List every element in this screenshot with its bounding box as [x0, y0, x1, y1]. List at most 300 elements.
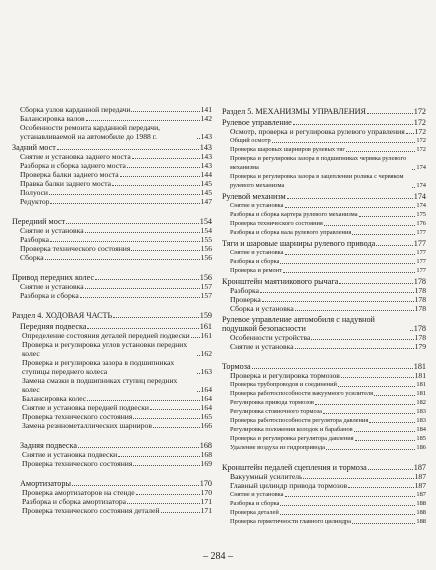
toc-entry-title: Проверка деталей [230, 509, 279, 516]
toc-entry-page: 141 [200, 105, 212, 114]
toc-entry-title: Полуоси [20, 188, 48, 197]
toc-entry-title: Привод передних колес [12, 273, 95, 282]
toc-entry-title: Передний мост [12, 217, 66, 226]
toc-entry-title: Сборка и установка [230, 304, 294, 313]
toc-entry-page: 178 [414, 286, 426, 295]
toc-entry-title: Разборка и сборка амортизатора [22, 497, 127, 506]
toc-entry [12, 253, 212, 262]
toc-entry-title: Проверка и регулировка тормозов [230, 371, 340, 380]
toc-entry-page: 170 [199, 479, 212, 488]
toc-entry-title: Проверка шаровых шарниров рулевых тяг [230, 146, 345, 153]
toc-entry-page: 145 [200, 179, 212, 188]
toc-leader-dots [85, 226, 200, 233]
toc-entry [222, 248, 426, 257]
toc-entry-title: Проверка технического состояния [22, 459, 133, 468]
toc-leader-dots [80, 291, 200, 298]
toc-entry-title: Передняя подвеска [20, 322, 87, 331]
toc-leader-dots [352, 228, 415, 235]
toc-entry-title: Особенности ремонта карданной передачи, устанавливаемой на автомобиле до 1988 г. [20, 123, 161, 141]
toc-entry-title: Сборка узлов карданной передачи [20, 105, 131, 114]
toc-leader-dots [85, 282, 200, 289]
toc-leader-dots [262, 295, 414, 302]
toc-entry-page: 177 [416, 267, 426, 274]
toc-entry-page: 183 [416, 408, 426, 415]
toc-entry-page: 174 [413, 192, 426, 201]
toc-entry [222, 517, 426, 526]
toc-entry-title: Особенности устройства [230, 333, 311, 342]
toc-leader-dots [45, 253, 200, 260]
toc-leader-dots [326, 443, 415, 450]
toc-entry [12, 450, 212, 459]
toc-entry-title: Регулировка стояночного тормоза [230, 408, 322, 415]
toc-entry [222, 371, 426, 380]
toc-entry-page: 183 [416, 417, 426, 424]
toc-entry-page: 178 [413, 324, 426, 333]
toc-gap [222, 452, 426, 461]
toc-leader-dots [272, 136, 416, 143]
toc-leader-dots [341, 371, 414, 378]
toc-entry-page: 168 [200, 450, 212, 459]
toc-entry-title: Разборка и сборка [230, 258, 280, 265]
toc-entry [12, 226, 212, 235]
toc-entry [222, 172, 426, 190]
toc-entry [12, 235, 212, 244]
toc-right-column [222, 105, 426, 526]
toc-entry-page: 172 [414, 127, 426, 136]
toc-leader-dots [369, 416, 415, 423]
toc-leader-dots [338, 380, 415, 387]
toc-entry-title: Задний мост [12, 143, 56, 152]
toc-entry-title: Главный цилиндр привода тормозов [230, 481, 348, 490]
toc-entry [12, 152, 212, 161]
toc-entry-page: 144 [200, 170, 212, 179]
toc-entry [222, 304, 426, 313]
toc-entry-page: 143 [200, 132, 212, 141]
toc-leader-dots [150, 403, 200, 410]
toc-entry-page: 154 [199, 217, 212, 226]
toc-entry-page: 177 [416, 229, 426, 236]
toc-entry-title: Проверка работоспособности вакуумного усилителя [230, 390, 374, 397]
toc-entry-title: Разборка [230, 286, 259, 295]
toc-leader-dots [133, 459, 199, 466]
toc-entry-title: Вакуумный усилитель [230, 472, 303, 481]
toc-heading [12, 273, 212, 282]
toc-entry-page: 154 [200, 226, 212, 235]
toc-entry-page: 157 [200, 282, 212, 291]
toc-entry-page: 187 [416, 491, 426, 498]
toc-entry [222, 333, 426, 342]
toc-entry-page: 164 [200, 385, 212, 394]
toc-leader-dots [132, 152, 200, 159]
toc-entry-page: 143 [199, 143, 212, 152]
toc-entry [222, 380, 426, 389]
toc-entry-page: 188 [416, 500, 426, 507]
toc-entry-page: 181 [416, 381, 426, 388]
toc-entry [222, 481, 426, 490]
toc-entry-title: Раздел 5. МЕХАНИЗМЫ УПРАВЛЕНИЯ [222, 107, 367, 116]
toc-entry-page: 165 [200, 412, 212, 421]
toc-entry-title: Разборка и сборка картера рулевого механизма [230, 211, 358, 218]
toc-entry [222, 145, 426, 154]
toc-leader-dots [285, 490, 416, 497]
toc-entry [222, 398, 426, 407]
toc-entry-title: Проверка технического состояния [22, 412, 133, 421]
toc-entry-title: Тормоза [222, 362, 251, 371]
toc-entry [12, 412, 212, 421]
toc-leader-dots [191, 331, 200, 338]
toc-leader-dots [197, 349, 200, 356]
toc-entry-title: Снятие и установка [230, 342, 294, 351]
toc-entry-page: 171 [200, 506, 212, 515]
toc-gap [12, 300, 212, 309]
toc-entry-title: Регулировка привода тормозов [230, 399, 314, 406]
toc-entry [222, 266, 426, 275]
toc-entry-page: 155 [200, 235, 212, 244]
toc-heading [222, 239, 426, 248]
toc-entry-title: Снятие и установка заднего моста [20, 152, 131, 161]
toc-entry-title: Сборка [20, 253, 44, 262]
toc-entry-page: 181 [416, 390, 426, 397]
toc-entry [12, 161, 212, 170]
toc-leader-dots [197, 367, 200, 374]
toc-entry-page: 181 [413, 362, 426, 371]
toc-entry-page: 162 [200, 349, 212, 358]
toc-leader-dots [315, 398, 415, 405]
toc-entry-page: 159 [199, 311, 212, 320]
toc-entry-page: 176 [416, 220, 426, 227]
toc-entry-page: 156 [200, 253, 212, 262]
toc-entry-page: 184 [416, 426, 426, 433]
toc-entry [222, 407, 426, 416]
toc-entry [12, 114, 212, 123]
toc-entry-title: Замена смазки в подшипниках ступиц передних колес [22, 376, 178, 394]
toc-entry [222, 219, 426, 228]
toc-entry [222, 472, 426, 481]
toc-entry [222, 154, 426, 172]
toc-entry [222, 210, 426, 219]
toc-leader-dots [78, 441, 199, 448]
toc-left-column [12, 105, 212, 515]
toc-entry [12, 291, 212, 300]
toc-gap [12, 468, 212, 477]
toc-leader-dots [324, 219, 416, 226]
toc-entry [12, 506, 212, 515]
toc-entry-title: Правка балки заднего моста [20, 179, 112, 188]
toc-entry-title: Регулировка положения колодок и барабанов [230, 426, 353, 433]
toc-entry [12, 188, 212, 197]
toc-entry-page: 163 [200, 367, 212, 376]
toc-leader-dots [295, 304, 414, 311]
toc-entry-page: 179 [414, 342, 426, 351]
toc-entry-page: 143 [200, 152, 212, 161]
toc-entry [222, 257, 426, 266]
toc-entry-title: Разборка и сборка [20, 291, 79, 300]
toc-entry-title: Проверка [230, 295, 261, 304]
toc-entry-title: Снятие и установка передней подвески [22, 403, 149, 412]
toc-entry [12, 403, 212, 412]
toc-entry-title: Рулевое управление автомобиля с надувной подушкой безопасности [222, 315, 375, 333]
toc-leader-dots [367, 107, 413, 114]
toc-entry-page: 178 [414, 295, 426, 304]
toc-entry-title: Кронштейн маятникового рычага [222, 277, 339, 286]
toc-entry [222, 508, 426, 517]
toc-leader-dots [311, 333, 413, 340]
toc-leader-dots [57, 143, 199, 150]
toc-gap [12, 430, 212, 439]
toc-entry-title: Разборка и сборка заднего моста [20, 161, 126, 170]
toc-gap [12, 206, 212, 215]
toc-entry-title: Разборка и сборка [230, 500, 280, 507]
toc-entry-page: 182 [416, 399, 426, 406]
toc-heading [12, 441, 212, 450]
toc-entry-title: Раздел 4. ХОДОВАЯ ЧАСТЬ [12, 311, 113, 320]
toc-heading [222, 277, 426, 286]
toc-entry-page: 172 [413, 107, 426, 116]
toc-leader-dots [323, 407, 415, 414]
toc-heading [12, 143, 212, 152]
toc-entry-page: 188 [416, 518, 426, 525]
toc-entry-page: 168 [199, 441, 212, 450]
toc-entry-title: Балансировка валов [20, 114, 85, 123]
toc-leader-dots [133, 412, 199, 419]
toc-heading [222, 463, 426, 472]
toc-leader-dots [66, 217, 199, 224]
toc-entry-page: 186 [416, 444, 426, 451]
toc-entry-title: Проверка и регулировка зазора в зацеплении ролика с червяком рулевого механизма [230, 173, 404, 189]
toc-entry-title: Разборка и сборка вала рулевого управления [230, 229, 352, 236]
toc-leader-dots [412, 163, 415, 170]
toc-entry-title: Снятие и установка [230, 249, 284, 256]
toc-leader-dots [136, 488, 200, 495]
toc-entry-title: Проверка трубопроводов и соединений [230, 381, 337, 388]
toc-entry [12, 488, 212, 497]
toc-entry [12, 331, 212, 340]
toc-entry-page: 174 [416, 164, 426, 171]
toc-leader-dots [113, 311, 198, 318]
toc-entry-page: 161 [199, 322, 212, 331]
toc-entry-page: 161 [200, 331, 212, 340]
toc-entry-title: Проверка технического состояния [230, 220, 323, 227]
toc-entry-title: Снятие и установка [20, 282, 84, 291]
toc-entry [222, 286, 426, 295]
toc-entry-title: Кронштейн педалей сцепления и тормоза [222, 463, 367, 472]
toc-entry [12, 340, 212, 358]
toc-leader-dots [87, 322, 198, 329]
toc-entry-page: 187 [414, 481, 426, 490]
toc-entry-title: Проверка и ремонт [230, 267, 282, 274]
toc-leader-dots [50, 235, 200, 242]
toc-leader-dots [355, 434, 416, 441]
toc-entry [12, 170, 212, 179]
toc-entry [12, 394, 212, 403]
toc-leader-dots [280, 499, 415, 506]
toc-entry-page: 145 [200, 188, 212, 197]
toc-entry [222, 443, 426, 452]
toc-entry-title: Проверка амортизаторов на стенде [22, 488, 135, 497]
toc-entry-title: Снятие и установка [230, 491, 284, 498]
toc-entry-page: 157 [200, 291, 212, 300]
toc-entry [12, 123, 212, 141]
toc-heading [12, 217, 212, 226]
toc-entry [222, 425, 426, 434]
toc-entry-page: 181 [414, 371, 426, 380]
toc-leader-dots [131, 105, 199, 112]
toc-entry-title: Проверка балки заднего моста [20, 170, 119, 179]
toc-entry-title: Снятие и установка подвески [22, 450, 118, 459]
toc-entry-page: 156 [200, 244, 212, 253]
toc-entry-page: 188 [416, 509, 426, 516]
toc-entry-page: 187 [414, 472, 426, 481]
toc-heading [222, 192, 426, 201]
toc-entry [222, 342, 426, 351]
toc-entry [12, 376, 212, 394]
toc-entry-title: Проверка герметичности главного цилиндра [230, 518, 352, 525]
toc-entry [12, 421, 212, 430]
toc-entry-page: 169 [200, 459, 212, 468]
toc-entry-page: 177 [416, 258, 426, 265]
toc-entry-title: Проверка и регулировка зазора в подшипниках ступицы переднего колеса [22, 358, 175, 376]
toc-entry-page: 156 [199, 273, 212, 282]
toc-entry [222, 228, 426, 237]
toc-entry-title: Амортизаторы [20, 479, 71, 488]
toc-leader-dots [410, 324, 413, 331]
toc-heading [12, 479, 212, 488]
toc-entry-page: 172 [413, 118, 426, 127]
toc-leader-dots [354, 425, 416, 432]
toc-leader-dots [352, 517, 415, 524]
toc-gap [222, 351, 426, 360]
toc-leader-dots [112, 179, 200, 186]
toc-entry-title: Редуктор [20, 197, 50, 206]
toc-entry-page: 170 [200, 488, 212, 497]
toc-entry-title: Задняя подвеска [20, 441, 78, 450]
toc-entry-title: Балансировка колес [22, 394, 87, 403]
toc-leader-dots [49, 188, 200, 195]
toc-leader-dots [295, 342, 414, 349]
toc-leader-dots [376, 239, 412, 246]
toc-entry-page: 177 [416, 249, 426, 256]
toc-leader-dots [127, 161, 200, 168]
toc-leader-dots [287, 192, 413, 199]
toc-leader-dots [280, 257, 415, 264]
toc-leader-dots [161, 506, 200, 513]
toc-leader-dots [346, 145, 415, 152]
toc-leader-dots [359, 210, 416, 217]
toc-entry-title: Проверка и регулировка зазора в подшипниках червяка рулевого механизма [230, 155, 407, 171]
toc-entry [12, 459, 212, 468]
toc-entry-page: 178 [414, 333, 426, 342]
toc-entry-title: Проверка и регулировка регулятора давления [230, 435, 354, 442]
toc-entry-page: 171 [200, 497, 212, 506]
toc-leader-dots [131, 244, 199, 251]
toc-leader-dots [252, 362, 413, 369]
toc-entry [12, 497, 212, 506]
toc-entry-title: Общий осмотр [230, 137, 271, 144]
toc-entry-title: Тяги и шаровые шарниры рулевого привода [222, 239, 376, 248]
toc-entry-page: 164 [200, 403, 212, 412]
toc-entry [12, 282, 212, 291]
toc-entry-page: 174 [416, 202, 426, 209]
toc-entry [222, 499, 426, 508]
toc-leader-dots [339, 277, 412, 284]
toc-entry-page: 147 [200, 197, 212, 206]
toc-entry-page: 187 [413, 463, 426, 472]
toc-entry [222, 389, 426, 398]
toc-entry-page: 172 [416, 146, 426, 153]
toc-entry-title: Снятие и установка [230, 202, 284, 209]
toc-entry-title: Рулевое управление [222, 118, 292, 127]
toc-entry-page: 142 [200, 114, 212, 123]
toc-leader-dots [285, 248, 416, 255]
toc-entry [12, 244, 212, 253]
toc-leader-dots [120, 170, 200, 177]
toc-heading [12, 322, 212, 331]
toc-entry-title: Проверка работоспособности регулятора давления [230, 417, 369, 424]
toc-leader-dots [374, 389, 415, 396]
toc-entry-page: 164 [200, 394, 212, 403]
toc-leader-dots [87, 394, 199, 401]
toc-entry [222, 127, 426, 136]
toc-leader-dots [368, 463, 413, 470]
toc-leader-dots [118, 450, 199, 457]
toc-leader-dots [50, 197, 199, 204]
toc-entry [12, 179, 212, 188]
toc-entry-title: Удаление воздуха из гидропривода [230, 444, 325, 451]
toc-entry [222, 295, 426, 304]
toc-heading [222, 362, 426, 371]
toc-heading [222, 118, 426, 127]
toc-entry-title: Проверка технического состояния деталей [22, 506, 160, 515]
toc-entry-page: 166 [200, 421, 212, 430]
toc-entry-page: 178 [413, 277, 426, 286]
toc-entry-title: Рулевой механизм [222, 192, 286, 201]
toc-entry-page: 174 [416, 182, 426, 189]
toc-entry [12, 105, 212, 114]
toc-entry-title: Замена резинометаллических шарниров [22, 421, 152, 430]
toc-leader-dots [283, 266, 415, 273]
toc-entry-page: 177 [413, 239, 426, 248]
toc-leader-dots [197, 132, 200, 139]
toc-entry-title: Определение состояния деталей передней подвески [22, 331, 190, 340]
toc-leader-dots [280, 508, 416, 515]
toc-leader-dots [293, 118, 413, 125]
toc-leader-dots [412, 181, 415, 188]
toc-leader-dots [303, 472, 413, 479]
toc-leader-dots [72, 479, 199, 486]
toc-entry-page: 175 [416, 211, 426, 218]
toc-entry [222, 434, 426, 443]
toc-entry [222, 416, 426, 425]
toc-leader-dots [86, 114, 200, 121]
toc-leader-dots [348, 481, 414, 488]
toc-gap [12, 262, 212, 271]
toc-leader-dots [153, 421, 200, 428]
toc-leader-dots [406, 127, 414, 134]
toc-heading [12, 311, 212, 320]
toc-leader-dots [197, 385, 200, 392]
toc-leader-dots [260, 286, 414, 293]
toc-heading [222, 315, 426, 333]
toc-entry [12, 197, 212, 206]
toc-entry-title: Снятие и установка [20, 226, 84, 235]
toc-entry [222, 201, 426, 210]
toc-entry-page: 143 [200, 161, 212, 170]
toc-entry [12, 358, 212, 376]
toc-entry [222, 490, 426, 499]
toc-leader-dots [127, 497, 200, 504]
toc-leader-dots [285, 201, 416, 208]
page-number: – 284 – [203, 551, 233, 562]
